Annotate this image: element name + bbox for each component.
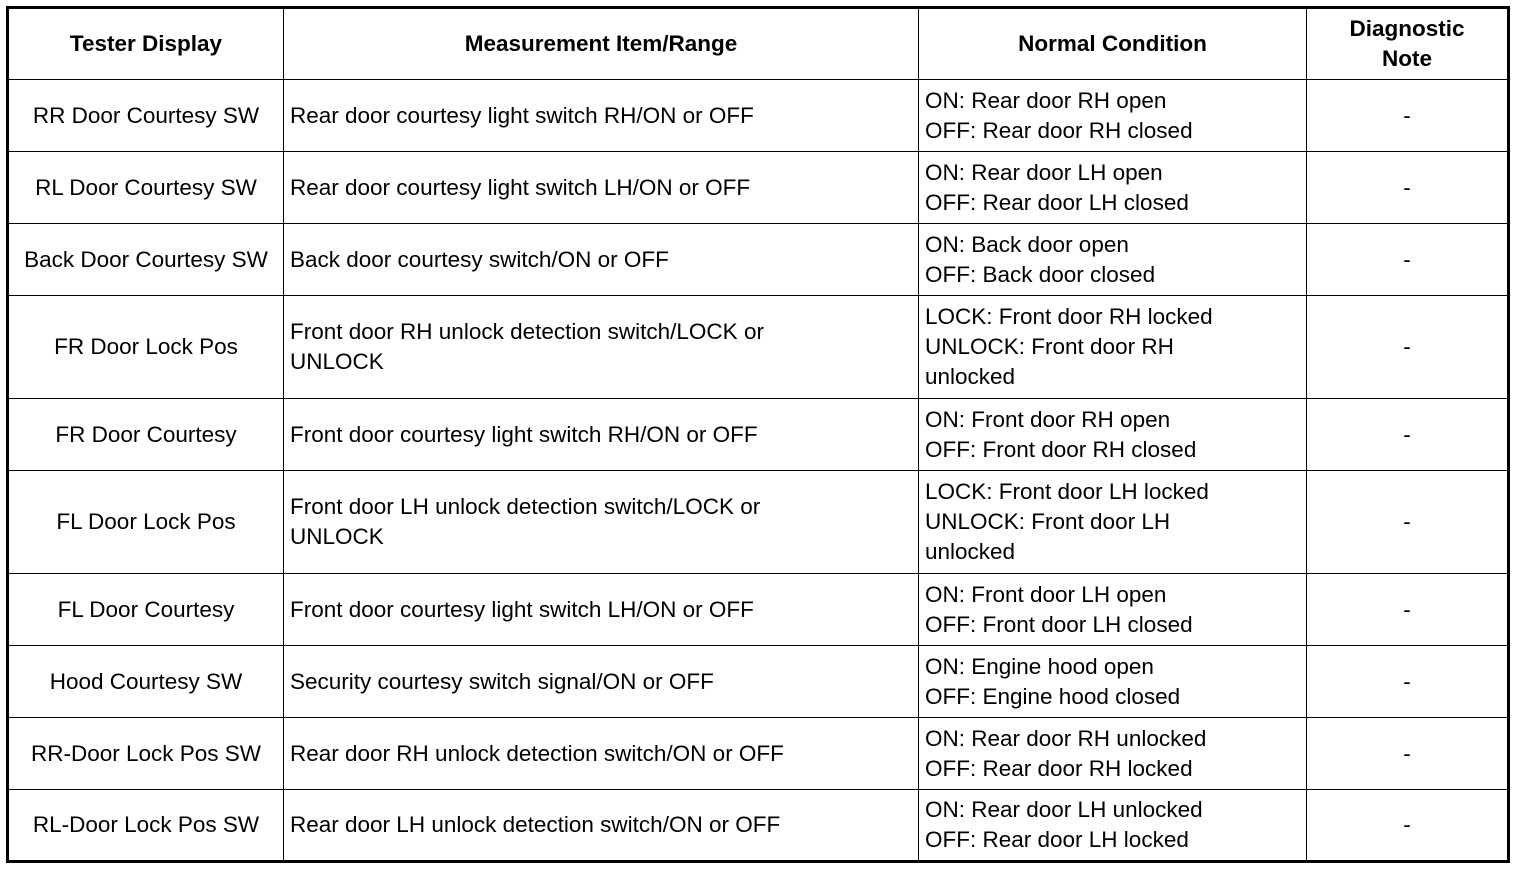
normal-condition-line: ON: Rear door RH unlocked <box>925 725 1207 751</box>
header-diagnostic-note: Diagnostic Note <box>1307 8 1509 80</box>
tester-display-cell: RR Door Courtesy SW <box>8 80 284 152</box>
tester-display-cell: Back Door Courtesy SW <box>8 224 284 296</box>
tester-display-cell: RL-Door Lock Pos SW <box>8 790 284 862</box>
diagnostic-note-cell: - <box>1307 718 1509 790</box>
tester-display-cell: RR-Door Lock Pos SW <box>8 718 284 790</box>
normal-condition-cell <box>919 224 1307 296</box>
normal-condition-line: UNLOCK: Front door LH <box>925 509 1171 534</box>
table-row <box>8 574 1509 646</box>
normal-condition-line: OFF: Rear door LH closed <box>925 189 1189 215</box>
measurement-cell: Back door courtesy switch/ON or OFF <box>284 224 919 296</box>
measurement-cell: Rear door RH unlock detection switch/ON or OFF <box>284 718 919 790</box>
normal-condition-line: OFF: Front door RH closed <box>925 436 1197 462</box>
diagnostic-note-cell: - <box>1307 399 1509 471</box>
table-row <box>8 80 1509 152</box>
table-row <box>8 399 1509 471</box>
header-tester-display: Tester Display <box>8 8 284 80</box>
normal-condition-cell <box>919 646 1307 718</box>
table-row <box>8 471 1509 574</box>
normal-condition-line: ON: Back door open <box>925 231 1129 257</box>
normal-condition-cell <box>919 471 1307 574</box>
normal-condition-line: LOCK: Front door LH locked <box>925 479 1209 504</box>
diagnostic-note-cell: - <box>1307 224 1509 296</box>
normal-condition-line: unlocked <box>925 539 1016 564</box>
measurement-cell: Security courtesy switch signal/ON or OFF <box>284 646 919 718</box>
tester-display-cell: FL Door Lock Pos <box>8 471 284 574</box>
normal-condition-line: ON: Rear door LH unlocked <box>925 797 1203 822</box>
diagnostic-note-cell: - <box>1307 152 1509 224</box>
normal-condition-cell <box>919 296 1307 399</box>
normal-condition-cell <box>919 152 1307 224</box>
tester-display-cell: Hood Courtesy SW <box>8 646 284 718</box>
tester-display-cell: FR Door Lock Pos <box>8 296 284 399</box>
normal-condition-line: ON: Rear door LH open <box>925 159 1163 185</box>
normal-condition-line: unlocked <box>925 364 1016 389</box>
tester-display-cell: FR Door Courtesy <box>8 399 284 471</box>
measurement-cell: Front door LH unlock detection switch/LOCK or UNLOCK <box>284 471 919 574</box>
table-row <box>8 152 1509 224</box>
diagnostic-note-cell: - <box>1307 80 1509 152</box>
normal-condition-cell <box>919 790 1307 862</box>
tester-display-cell: FL Door Courtesy <box>8 574 284 646</box>
measurement-cell: Front door courtesy light switch LH/ON or OFF <box>284 574 919 646</box>
diagnostic-note-cell: - <box>1307 574 1509 646</box>
tester-display-cell: RL Door Courtesy SW <box>8 152 284 224</box>
measurement-cell: Rear door courtesy light switch RH/ON or OFF <box>284 80 919 152</box>
measurement-cell: Rear door courtesy light switch LH/ON or OFF <box>284 152 919 224</box>
table-row <box>8 646 1509 718</box>
header-measurement-item: Measurement Item/Range <box>284 8 919 80</box>
measurement-cell: Front door RH unlock detection switch/LOCK or UNLOCK <box>284 296 919 399</box>
table-row <box>8 296 1509 399</box>
normal-condition-cell <box>919 718 1307 790</box>
table-row <box>8 718 1509 790</box>
normal-condition-cell <box>919 399 1307 471</box>
diagnostic-note-cell: - <box>1307 296 1509 399</box>
normal-condition-line: ON: Front door LH open <box>925 581 1167 607</box>
measurement-cell: Rear door LH unlock detection switch/ON or OFF <box>284 790 919 862</box>
diagnostic-note-cell: - <box>1307 471 1509 574</box>
normal-condition-line: OFF: Back door closed <box>925 261 1156 287</box>
normal-condition-line: ON: Front door RH open <box>925 406 1171 432</box>
normal-condition-line: OFF: Rear door RH closed <box>925 117 1193 143</box>
normal-condition-line: ON: Engine hood open <box>925 653 1154 679</box>
normal-condition-cell <box>919 574 1307 646</box>
normal-condition-line: OFF: Rear door RH locked <box>925 755 1193 781</box>
table-row <box>8 224 1509 296</box>
normal-condition-line: UNLOCK: Front door RH <box>925 334 1174 359</box>
diagnostic-note-cell: - <box>1307 646 1509 718</box>
table-header-row <box>8 8 1509 80</box>
header-normal-condition: Normal Condition <box>919 8 1307 80</box>
normal-condition-line: OFF: Rear door LH locked <box>925 827 1189 852</box>
normal-condition-line: OFF: Front door LH closed <box>925 611 1193 637</box>
normal-condition-cell <box>919 80 1307 152</box>
normal-condition-line: ON: Rear door RH open <box>925 87 1167 113</box>
normal-condition-line: LOCK: Front door RH locked <box>925 304 1213 329</box>
normal-condition-line: OFF: Engine hood closed <box>925 683 1181 709</box>
data-list-table <box>6 6 1510 863</box>
table-row <box>8 790 1509 862</box>
measurement-cell: Front door courtesy light switch RH/ON or OFF <box>284 399 919 471</box>
diagnostic-note-cell: - <box>1307 790 1509 862</box>
